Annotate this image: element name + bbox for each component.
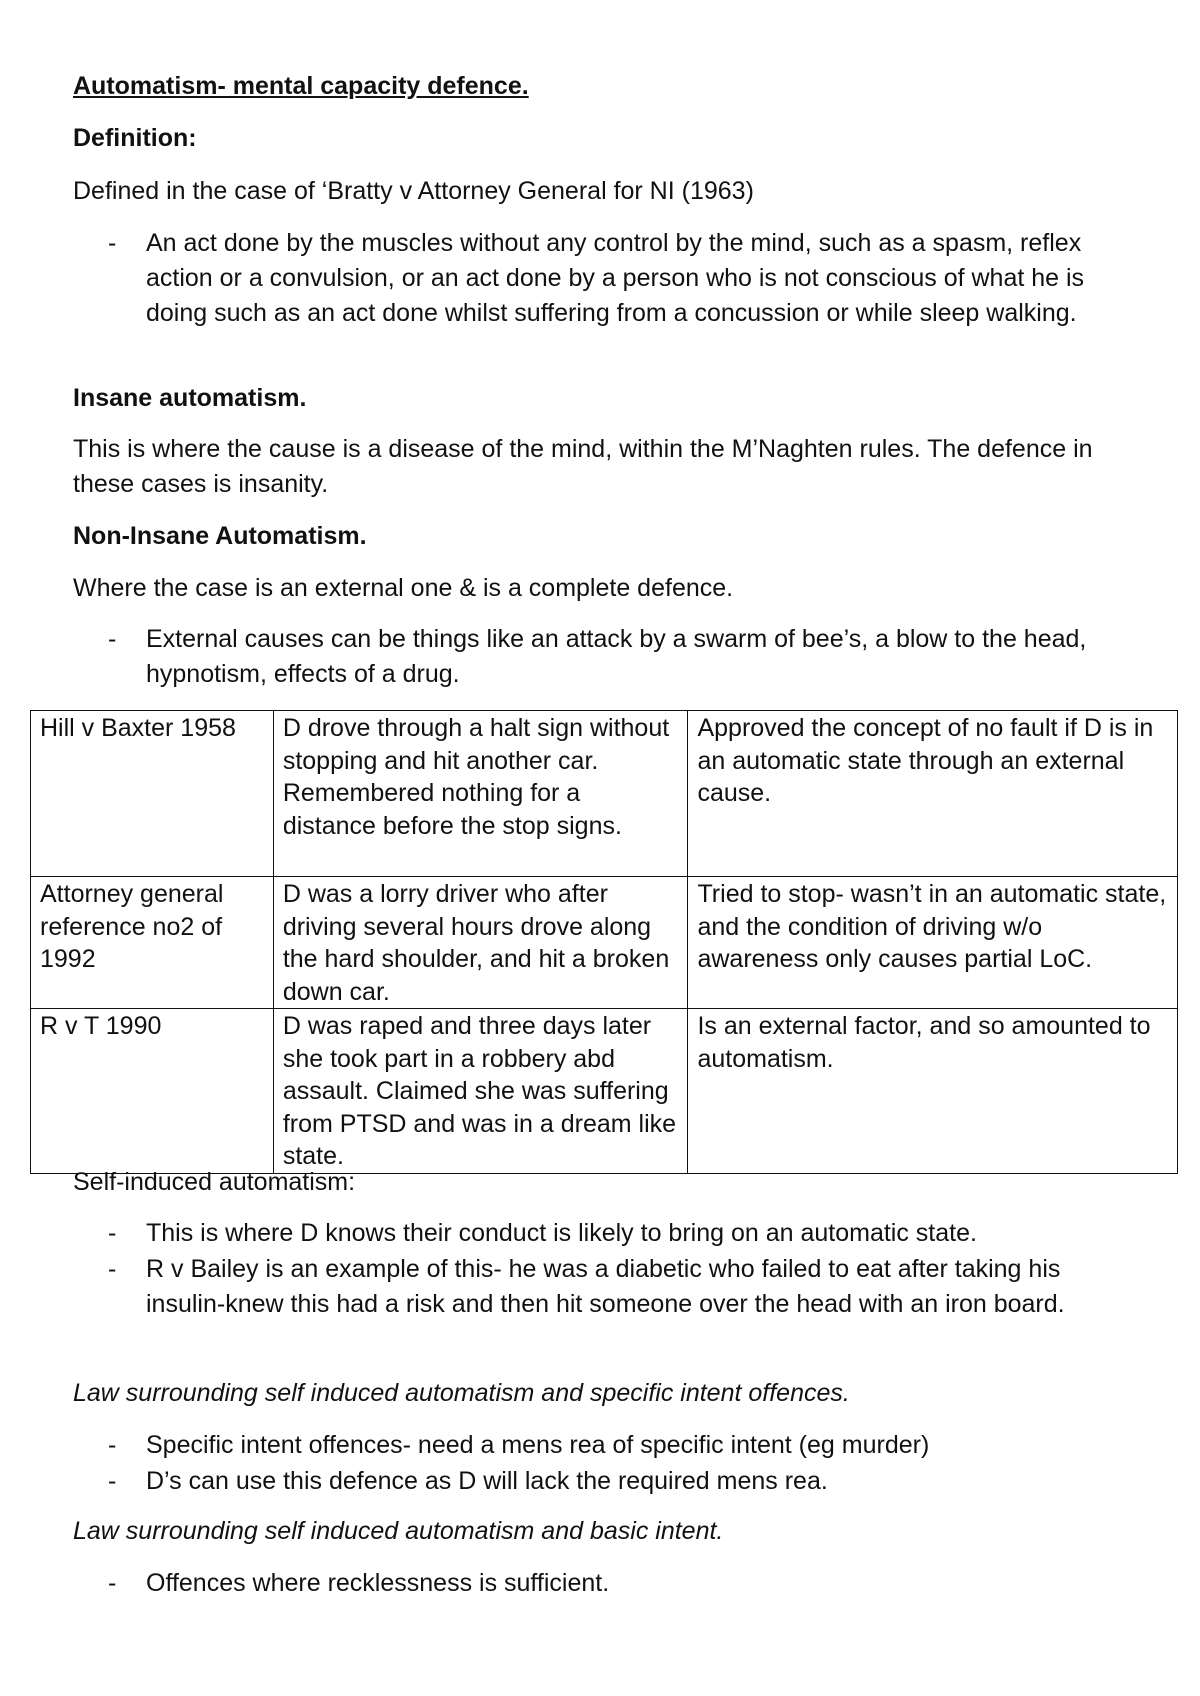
bullet-marker: - [108,1255,117,1283]
non-insane-text: Where the case is an external one & is a complete defence. [73,574,734,602]
case-facts-cell: D was a lorry driver who after driving several hours drove along the hard shoulder, and hit a broken down car. [273,877,688,1009]
basic-intent-heading: Law surrounding self induced automatism and basic intent. [73,1517,724,1545]
table-row [31,1009,1178,1174]
insane-heading: Insane automatism. [73,384,307,412]
document-title: Automatism- mental capacity defence. [73,72,529,100]
self-induced-heading: Self-induced automatism: [73,1168,356,1196]
bullet-text: Specific intent offences- need a mens rea of specific intent (eg murder) [146,1431,930,1459]
definition-intro: Defined in the case of ‘Bratty v Attorney General for NI (1963) [73,177,754,205]
self-induced-bullet [108,1252,1138,1322]
bullet-text: D’s can use this defence as D will lack the required mens rea. [146,1467,828,1495]
specific-intent-bullet [108,1428,1138,1463]
case-name-cell: R v T 1990 [31,1009,274,1174]
bullet-text: An act done by the muscles without any control by the mind, such as a spasm, reflex action or a convulsion, or an act done by a person who is not conscious of what he is doing such as an act done whilst suffering from a concussion or while sleep walking. [146,229,1085,327]
case-facts-cell: D drove through a halt sign without stopping and hit another car. Remembered nothing for a distance before the stop signs. [273,711,688,877]
basic-intent-bullet [108,1566,1138,1601]
bullet-text: External causes can be things like an attack by a swarm of bee’s, a blow to the head, hypnotism, effects of a drug. [146,625,1087,688]
bullet-marker: - [108,625,117,653]
specific-intent-heading: Law surrounding self induced automatism and specific intent offences. [73,1379,850,1407]
bullet-marker: - [108,229,117,257]
definition-heading: Definition: [73,124,197,152]
definition-bullet [108,226,1138,331]
case-facts-cell: D was raped and three days later she took part in a robbery abd assault. Claimed she was suffering from PTSD and was in a dream like state. [273,1009,688,1174]
bullet-marker: - [108,1219,117,1247]
bullet-text: R v Bailey is an example of this- he was a diabetic who failed to eat after taking his insulin-knew this had a risk and then hit someone over the head with an iron board. [146,1255,1065,1318]
case-held-cell: Tried to stop- wasn’t in an automatic state, and the condition of driving w/o awareness only causes partial LoC. [688,877,1178,1009]
insane-text: This is where the cause is a disease of the mind, within the M’Naghten rules. The defence in these cases is insanity. [73,435,1093,498]
table-row [31,711,1178,877]
non-insane-bullet [108,622,1138,692]
self-induced-bullet [108,1216,1138,1251]
case-name-cell: Hill v Baxter 1958 [31,711,274,877]
bullet-marker: - [108,1431,117,1459]
bullet-text: Offences where recklessness is sufficient. [146,1569,610,1597]
bullet-marker: - [108,1467,117,1495]
specific-intent-bullet [108,1464,1138,1499]
case-held-cell: Is an external factor, and so amounted to automatism. [688,1009,1178,1174]
case-held-cell: Approved the concept of no fault if D is in an automatic state through an external cause. [688,711,1178,877]
bullet-text: This is where D knows their conduct is likely to bring on an automatic state. [146,1219,977,1247]
cases-table [30,710,1178,1174]
bullet-marker: - [108,1569,117,1597]
non-insane-heading: Non-Insane Automatism. [73,522,367,550]
case-name-cell: Attorney general reference no2 of 1992 [31,877,274,1009]
table-row [31,877,1178,1009]
